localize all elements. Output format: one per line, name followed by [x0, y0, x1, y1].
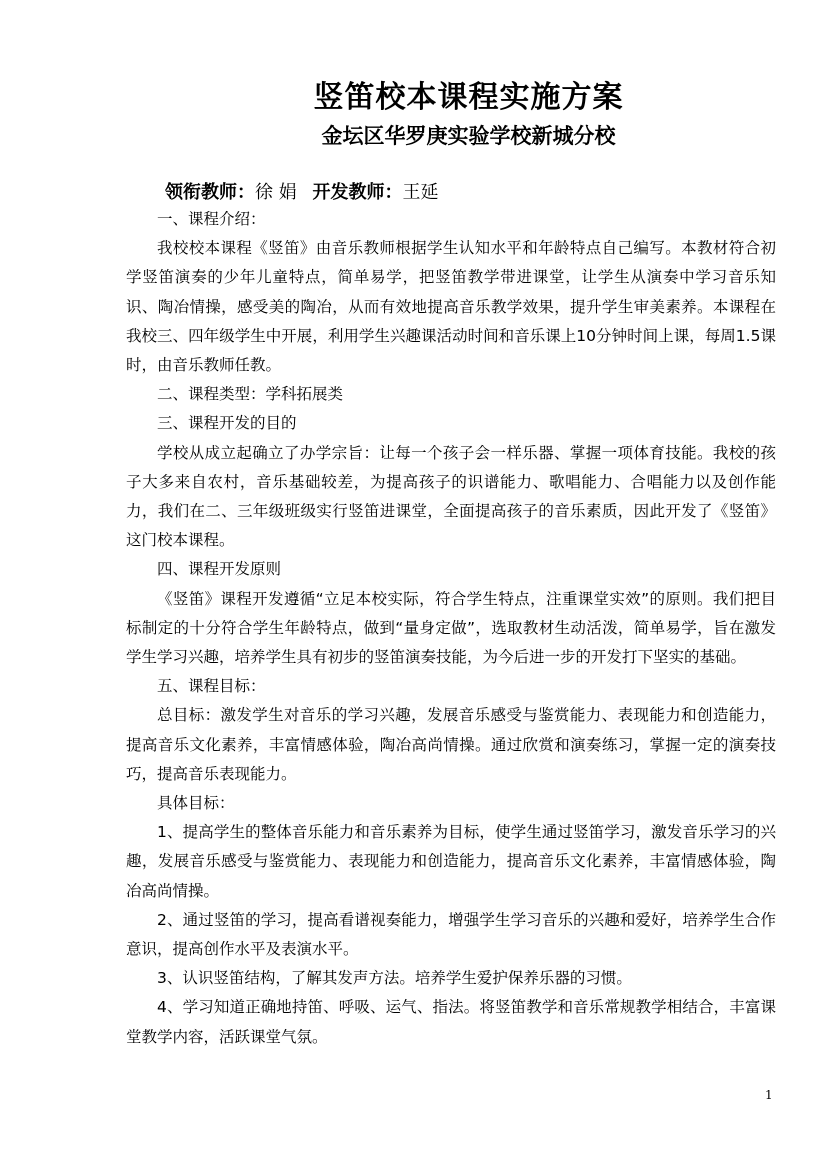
paragraph-overall-goal: 总目标：激发学生对音乐的学习兴趣，发展音乐感受与鉴赏能力、表现能力和创造能力，提高音乐文化素养，丰富情感体验，陶冶高尚情操。通过欣赏和演奏练习，掌握一定的演奏技巧，提高音乐表现能力。 — [126, 706, 776, 783]
section-heading-goals: 五、课程目标： — [157, 677, 266, 696]
specific-goal-item: 3、认识竖笛结构，了解其发声方法。培养学生爱护保养乐器的习惯。 — [157, 969, 632, 988]
dev-teacher-label: 开发教师： — [312, 182, 403, 203]
section-heading-principles: 四、课程开发原则 — [157, 560, 282, 579]
section-heading-type: 二、课程类型：学科拓展类 — [157, 385, 344, 404]
specific-goal-item: 4、学习知道正确地持笛、呼吸、运气、指法。将竖笛教学和音乐常规教学相结合，丰富课堂教学内容，活跃课堂气氛。 — [126, 998, 776, 1046]
lead-teacher-label: 领衔教师： — [165, 182, 255, 203]
specific-goal-item: 2、通过竖笛的学习，提高看谱视奏能力，增强学生学习音乐的兴趣和爱好，培养学生合作意识，提高创作水平及表演水平。 — [126, 910, 776, 959]
dev-teacher-name: 王延 — [402, 182, 439, 203]
section-heading-purpose: 三、课程开发的目的 — [157, 414, 297, 433]
paragraph-intro: 我校校本课程《竖笛》由音乐教师根据学生认知水平和年龄特点自己编写。本教材符合初学竖笛演奏的少年儿童特点，简单易学，把竖笛教学带进课堂，让学生从演奏中学习音乐知识、陶冶情操，感受美的陶冶，从而有效地提高音乐教学效果，提升学生审美素养。本课程在我校三、四年级学生中开展，利用学生兴趣课活动时间和音乐课上10分钟时间上课，每周1.5课时，由音乐教师任教。 — [126, 239, 776, 375]
specific-goal-item: 1、提高学生的整体音乐能力和音乐素养为目标，使学生通过竖笛学习，激发音乐学习的兴趣，发展音乐感受与鉴赏能力、表现能力和创造能力，提高音乐文化素养，丰富情感体验，陶冶高尚情操。 — [126, 823, 776, 900]
teacher-line — [165, 178, 448, 204]
school-name: 金坛区华罗庚实验学校新城分校 — [321, 123, 616, 148]
paragraph-purpose: 学校从成立起确立了办学宗旨：让每一个孩子会一样乐器、掌握一项体育技能。我校的孩子大多来自农村，音乐基础较差，为提高孩子的识谱能力、歌唱能力、合唱能力以及创作能力，我们在二、三年级班级实行竖笛进课堂，全面提高孩子的音乐素质，因此开发了《竖笛》这门校本课程。 — [126, 443, 776, 550]
specific-goals-heading: 具体目标： — [157, 794, 235, 813]
paragraph-principles: 《竖笛》课程开发遵循“立足本校实际，符合学生特点，注重课堂实效”的原则。我们把目标制定的十分符合学生年龄特点，做到“量身定做”，选取教材生动活泼，简单易学，旨在激发学生学习兴趣，培养学生具有初步的竖笛演奏技能，为今后进一步的开发打下坚实的基础。 — [126, 589, 776, 667]
document-body — [126, 205, 776, 1052]
page-number: 1 — [765, 1088, 773, 1102]
document-title: 竖笛校本课程实施方案 — [313, 80, 624, 115]
section-heading-intro: 一、课程介绍： — [157, 210, 266, 228]
lead-teacher-name: 徐 娟 — [255, 182, 297, 203]
